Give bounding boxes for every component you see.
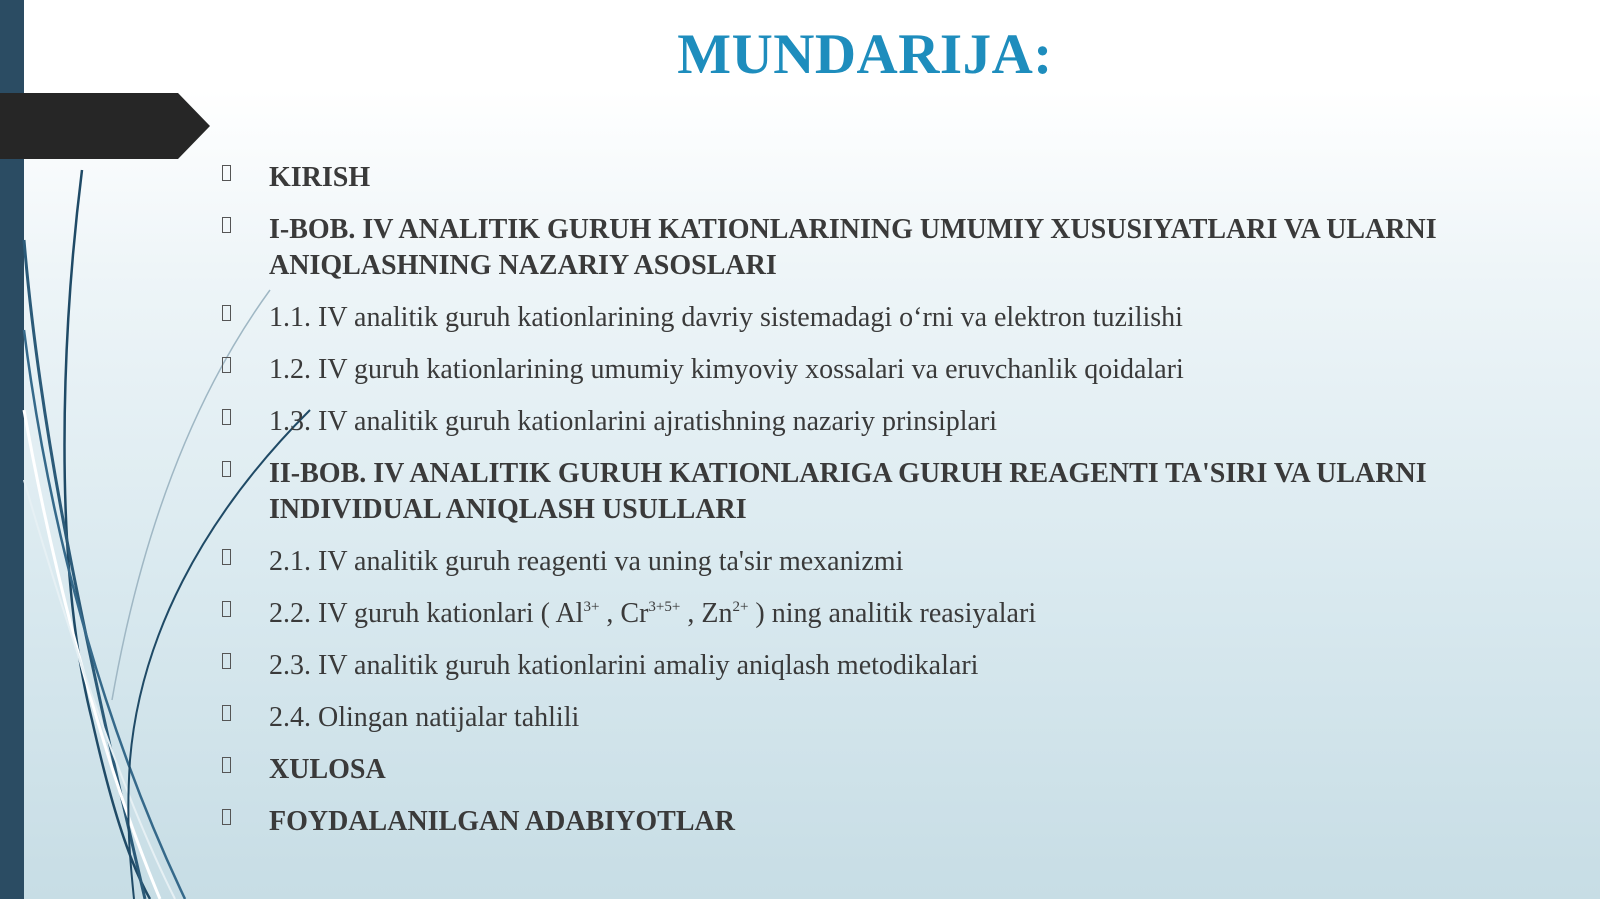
toc-item-text: 2.1. IV analitik guruh reagenti va uning ta'sir mexanizmi <box>269 546 904 577</box>
bullet-icon <box>222 809 231 825</box>
toc-item-text: 2.4. Olingan natijalar tahlili <box>269 702 580 733</box>
toc-item-section-2-2 <box>222 596 1522 632</box>
bullet-icon <box>222 409 231 425</box>
toc-item-text: 1.2. IV guruh kationlarining umumiy kimyoviy xossalari va eruvchanlik qoidalari <box>269 354 1184 385</box>
toc-item-section-2-4 <box>222 700 1522 736</box>
toc-item-xulosa <box>222 752 1522 788</box>
toc-item-text: II-BOB. IV ANALITIK GURUH KATIONLARIGA GURUH REAGENTI TA'SIRI VA ULARNI INDIVIDUAL ANIQLASH USULLARI <box>269 458 1427 525</box>
bullet-icon <box>222 305 231 321</box>
toc-item-kirish <box>222 160 1522 196</box>
bullet-icon <box>222 549 231 565</box>
table-of-contents <box>222 160 1522 856</box>
toc-item-section-2-1 <box>222 544 1522 580</box>
toc-item-section-2-3 <box>222 648 1522 684</box>
toc-item-text: XULOSA <box>269 754 386 785</box>
toc-item-chapter-1 <box>222 212 1522 284</box>
toc-item-section-1-3 <box>222 404 1522 440</box>
toc-item-text: 1.3. IV analitik guruh kationlarini ajratishning nazariy prinsiplari <box>269 406 998 437</box>
toc-item-references <box>222 804 1522 840</box>
toc-item-section-1-2 <box>222 352 1522 388</box>
page-title: MUNDARIJA: <box>677 23 1053 86</box>
bullet-icon <box>222 165 231 181</box>
arrow-tab-shape <box>0 93 210 159</box>
toc-item-section-1-1 <box>222 300 1522 336</box>
bullet-icon <box>222 461 231 477</box>
toc-item-chapter-2 <box>222 456 1522 528</box>
toc-item-text: 1.1. IV analitik guruh kationlarining davriy sistemadagi o‘rni va elektron tuzilishi <box>269 302 1183 333</box>
bullet-icon <box>222 757 231 773</box>
toc-item-text: 2.3. IV analitik guruh kationlarini amaliy aniqlash metodikalari <box>269 650 979 681</box>
bullet-icon <box>222 357 231 373</box>
toc-item-text: KIRISH <box>269 162 371 193</box>
toc-item-text: FOYDALANILGAN ADABIYOTLAR <box>269 806 735 837</box>
bullet-icon <box>222 601 231 617</box>
bullet-icon <box>222 705 231 721</box>
toc-item-text: 2.2. IV guruh kationlari ( $Al^{3+}$ , $Cr^{3+5+}$ , $Zn^{2+}$ ) ning analitik reasiyalari <box>269 598 1037 629</box>
toc-item-text: I-BOB. IV ANALITIK GURUH KATIONLARINING UMUMIY XUSUSIYATLARI VA ULARNI ANIQLASHNING NAZARIY ASOSLARI <box>269 214 1437 281</box>
bullet-icon <box>222 653 231 669</box>
bullet-icon <box>222 217 231 233</box>
